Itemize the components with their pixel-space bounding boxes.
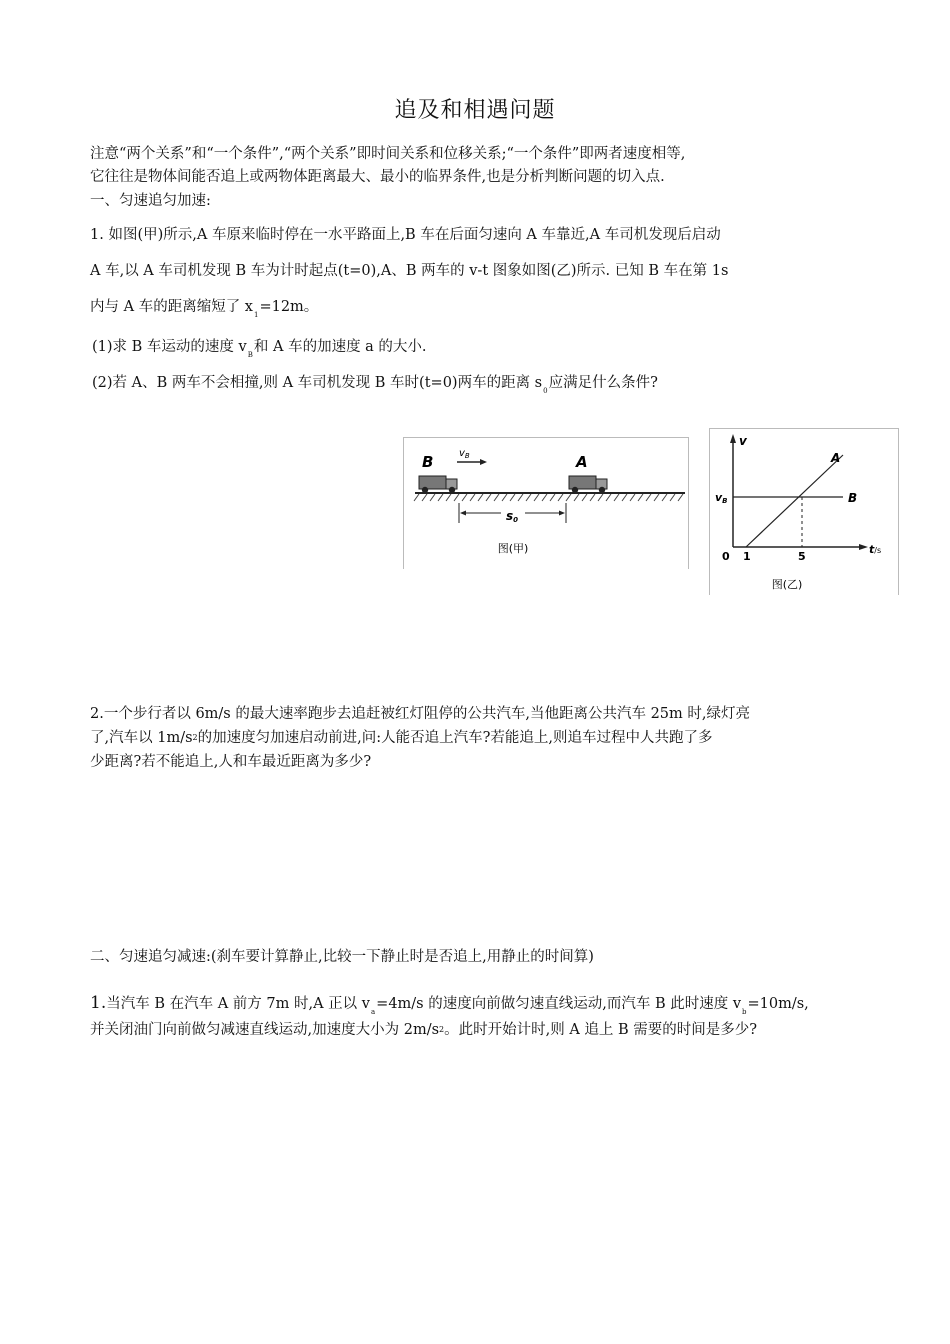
q1-line-3-text: 内与 A 车的距离缩短了 x (90, 299, 253, 315)
q1-sub1-text: (1)求 B 车运动的速度 v (92, 339, 247, 355)
label-b: B (422, 453, 434, 471)
q1-line-3-value: =12m。 (259, 299, 319, 315)
axis-t-label: t/s (869, 543, 882, 556)
y-axis-arrow-icon (730, 434, 736, 443)
label-vb-axis: vB (715, 491, 728, 505)
label-vb: $v_B$ (459, 448, 470, 460)
q2-line-1: 2.一个步行者以 6m/s 的最大速率跑步去追赶被红灯阻停的公共汽车,当他距离公共汽车 25m 时,绿灯亮 (90, 706, 750, 722)
figure-jia (403, 437, 689, 569)
truck-b-icon (419, 476, 457, 493)
line-a-label: A (831, 451, 841, 465)
q3-line-2-rest: 。此时开始计时,则 A 追上 B 需要的时间是多少? (444, 1022, 758, 1038)
q1-subquestion-2 (92, 372, 658, 402)
section-1-heading: 一、匀速追匀加速: (90, 193, 211, 209)
q3-line-2-text: 并关闭油门向前做匀减速直线运动,加速度大小为 2m/s (90, 1022, 440, 1038)
intro-line-1: 注意“两个关系”和“一个条件”,“两个关系”即时间关系和位移关系;“一个条件”即两者速度相等, (90, 146, 686, 162)
label-s0: s0 (506, 509, 519, 524)
q3-line-1-b: =4m/s 的速度向前做匀速直线运动,而汽车 B 此时速度 v (376, 996, 742, 1012)
tick-5: 5 (798, 550, 806, 563)
label-a: A (576, 453, 588, 471)
q1-line-2: A 车,以 A 车司机发现 B 车为计时起点(t=0),A、B 两车的 v-t 图象如图(乙)所示. 已知 B 车在第 1s (90, 263, 729, 279)
axis-v-label: v (739, 434, 747, 448)
q3-subscript-b: b (742, 1008, 747, 1016)
section-2-heading: 二、匀速追匀减速:(刹车要计算静止,比较一下静止时是否追上,用静止的时间算) (90, 949, 594, 965)
figure-yi-caption: 图(乙) (771, 578, 803, 591)
page-title: 追及和相遇问题 (394, 98, 556, 123)
q1-line-3 (90, 296, 318, 326)
q1-subquestion-1 (92, 336, 427, 366)
tick-1: 1 (743, 550, 751, 563)
q1-sub1-subscript: B (247, 351, 253, 359)
q1-sub2-rest: 应满足什么条件? (548, 375, 658, 391)
q1-subscript-1: 1 (253, 311, 259, 319)
q2-line-3: 少距离?若不能追上,人和车最近距离为多少? (90, 754, 372, 770)
figure-yi (709, 428, 899, 595)
q1-sub2-subscript: 0 (543, 387, 548, 395)
velocity-arrow-icon (480, 459, 487, 465)
q1-sub2-text: (2)若 A、B 两车不会相撞,则 A 车司机发现 B 车时(t=0)两车的距离 s (92, 375, 543, 391)
intro-line-2: 它往往是物体间能否追上或两物体距离最大、最小的临界条件,也是分析判断问题的切入点. (90, 169, 665, 185)
q2-superscript: 2 (192, 733, 198, 742)
x-axis-arrow-icon (859, 544, 868, 550)
q1-line-1: 1. 如图(甲)所示,A 车原来临时停在一水平路面上,B 车在后面匀速向 A 车靠近,A 车司机发现后启动 (90, 227, 721, 243)
q3-line-1-a: 当汽车 B 在汽车 A 前方 7m 时,A 正以 v (106, 996, 370, 1012)
q2-line-2 (90, 727, 713, 749)
figure-jia-caption: 图(甲) (497, 542, 529, 555)
line-b-label: B (848, 491, 858, 505)
q3-line-2 (90, 1019, 757, 1041)
q3-number: 1. (90, 993, 107, 1013)
q3-subscript-a: a (370, 1008, 376, 1016)
q2-line-2-rest: 的加速度匀加速启动前进,问:人能否追上汽车?若能追上,则追车过程中人共跑了多 (197, 730, 713, 746)
q1-sub1-rest: 和 A 车的加速度 a 的大小. (253, 339, 427, 355)
q3-superscript: 2 (439, 1025, 445, 1034)
q3-line-1-c: =10m/s, (747, 996, 809, 1012)
tick-0: 0 (722, 550, 730, 563)
truck-a-icon (569, 476, 607, 493)
q2-line-2-text: 了,汽车以 1m/s (90, 730, 193, 746)
